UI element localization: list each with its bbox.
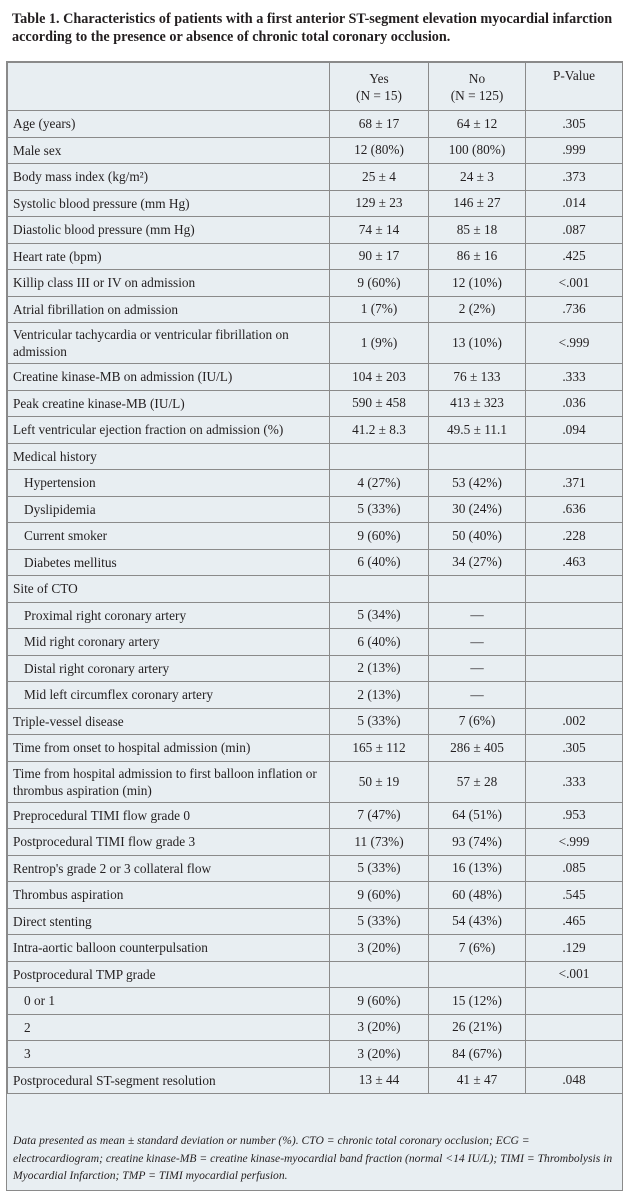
row-label: Time from hospital admission to first balloon inflation or thrombus aspiration (min) (8, 761, 330, 802)
cell-no: 7 (6%) (429, 708, 526, 735)
cell-no: 286 ± 405 (429, 735, 526, 762)
cell-yes: 1 (9%) (330, 323, 429, 364)
table-row (8, 988, 623, 1015)
cell-no: 85 ± 18 (429, 217, 526, 244)
table-row (8, 390, 623, 417)
cell-yes: 5 (34%) (330, 602, 429, 629)
cell-pvalue: .036 (526, 390, 623, 417)
cell-pvalue: .305 (526, 735, 623, 762)
cell-yes: 41.2 ± 8.3 (330, 417, 429, 444)
table-row (8, 908, 623, 935)
cell-no: 41 ± 47 (429, 1067, 526, 1094)
cell-no: 26 (21%) (429, 1014, 526, 1041)
cell-yes: 9 (60%) (330, 270, 429, 297)
cell-yes: 7 (47%) (330, 802, 429, 829)
row-label: Medical history (8, 443, 330, 470)
row-label: Proximal right coronary artery (8, 602, 330, 629)
cell-no: 413 ± 323 (429, 390, 526, 417)
header-row (8, 63, 623, 111)
cell-pvalue (526, 988, 623, 1015)
cell-yes: 9 (60%) (330, 882, 429, 909)
table-row (8, 443, 623, 470)
cell-yes: 1 (7%) (330, 296, 429, 323)
cell-yes: 5 (33%) (330, 708, 429, 735)
row-label: Age (years) (8, 111, 330, 138)
row-label: Mid right coronary artery (8, 629, 330, 656)
characteristics-table (7, 62, 623, 1094)
cell-no: 100 (80%) (429, 137, 526, 164)
cell-pvalue: .953 (526, 802, 623, 829)
table-row (8, 961, 623, 988)
row-label: Postprocedural TIMI flow grade 3 (8, 829, 330, 856)
row-label: Rentrop's grade 2 or 3 collateral flow (8, 855, 330, 882)
cell-no: 86 ± 16 (429, 243, 526, 270)
cell-pvalue: .373 (526, 164, 623, 191)
header-no (429, 63, 526, 111)
table-row (8, 576, 623, 603)
cell-no: — (429, 655, 526, 682)
cell-yes: 25 ± 4 (330, 164, 429, 191)
table-row (8, 829, 623, 856)
cell-pvalue: .305 (526, 111, 623, 138)
cell-no: 50 (40%) (429, 523, 526, 550)
cell-yes: 68 ± 17 (330, 111, 429, 138)
cell-no (429, 961, 526, 988)
row-label: Diabetes mellitus (8, 549, 330, 576)
cell-no: 2 (2%) (429, 296, 526, 323)
row-label: Left ventricular ejection fraction on admission (%) (8, 417, 330, 444)
cell-no (429, 443, 526, 470)
cell-no: 64 ± 12 (429, 111, 526, 138)
table-row (8, 882, 623, 909)
row-label: Creatine kinase-MB on admission (IU/L) (8, 364, 330, 391)
cell-pvalue: .014 (526, 190, 623, 217)
cell-yes: 9 (60%) (330, 988, 429, 1015)
cell-pvalue: .048 (526, 1067, 623, 1094)
table-row (8, 682, 623, 709)
header-pvalue-label: P-Value (552, 68, 596, 83)
cell-no (429, 576, 526, 603)
table-row (8, 243, 623, 270)
table-row (8, 270, 623, 297)
cell-no: 15 (12%) (429, 988, 526, 1015)
row-label: Current smoker (8, 523, 330, 550)
row-label: Postprocedural TMP grade (8, 961, 330, 988)
cell-pvalue: .463 (526, 549, 623, 576)
cell-yes: 11 (73%) (330, 829, 429, 856)
table-panel (6, 61, 623, 1191)
row-label: Hypertension (8, 470, 330, 497)
cell-yes: 9 (60%) (330, 523, 429, 550)
row-label: 0 or 1 (8, 988, 330, 1015)
header-yes-label: Yes (369, 70, 389, 86)
cell-yes: 6 (40%) (330, 629, 429, 656)
cell-yes: 90 ± 17 (330, 243, 429, 270)
cell-yes: 590 ± 458 (330, 390, 429, 417)
cell-no: 146 ± 27 (429, 190, 526, 217)
cell-no: 93 (74%) (429, 829, 526, 856)
table-row (8, 629, 623, 656)
table-caption: Table 1. Characteristics of patients with a first anterior ST-segment elevation myocardial infarction according to the presence or absence of chronic total coronary occlusion. (12, 11, 613, 45)
table-row (8, 602, 623, 629)
cell-pvalue (526, 682, 623, 709)
cell-pvalue: .085 (526, 855, 623, 882)
cell-no: 60 (48%) (429, 882, 526, 909)
cell-no: 7 (6%) (429, 935, 526, 962)
cell-pvalue (526, 443, 623, 470)
cell-yes: 4 (27%) (330, 470, 429, 497)
cell-yes: 129 ± 23 (330, 190, 429, 217)
cell-no: 12 (10%) (429, 270, 526, 297)
row-label: Distal right coronary artery (8, 655, 330, 682)
table-row (8, 217, 623, 244)
cell-pvalue: <.001 (526, 270, 623, 297)
table-body (8, 111, 623, 1094)
cell-pvalue: .736 (526, 296, 623, 323)
cell-yes: 5 (33%) (330, 855, 429, 882)
table-row (8, 364, 623, 391)
row-label: Peak creatine kinase-MB (IU/L) (8, 390, 330, 417)
cell-yes: 5 (33%) (330, 496, 429, 523)
cell-pvalue: .333 (526, 761, 623, 802)
row-label: Preprocedural TIMI flow grade 0 (8, 802, 330, 829)
header-no-n: (N = 125) (450, 87, 504, 103)
row-label: Postprocedural ST-segment resolution (8, 1067, 330, 1094)
header-pvalue (526, 63, 623, 111)
row-label: Ventricular tachycardia or ventricular fibrillation on admission (8, 323, 330, 364)
cell-pvalue (526, 1041, 623, 1068)
header-yes (330, 63, 429, 111)
table-row (8, 761, 623, 802)
cell-no: — (429, 682, 526, 709)
cell-no: 54 (43%) (429, 908, 526, 935)
table-row (8, 1041, 623, 1068)
cell-pvalue: .371 (526, 470, 623, 497)
table-row (8, 417, 623, 444)
cell-no: 53 (42%) (429, 470, 526, 497)
cell-pvalue: <.001 (526, 961, 623, 988)
cell-pvalue: .333 (526, 364, 623, 391)
cell-no: 49.5 ± 11.1 (429, 417, 526, 444)
header-yes-n: (N = 15) (356, 87, 402, 103)
cell-yes: 13 ± 44 (330, 1067, 429, 1094)
cell-yes (330, 576, 429, 603)
cell-pvalue: .636 (526, 496, 623, 523)
table-row (8, 111, 623, 138)
cell-yes: 3 (20%) (330, 935, 429, 962)
row-label: Dyslipidemia (8, 496, 330, 523)
cell-yes: 2 (13%) (330, 682, 429, 709)
table-row (8, 190, 623, 217)
row-label: Site of CTO (8, 576, 330, 603)
table-footnote: Data presented as mean ± standard deviation or number (%). CTO = chronic total coronary occlusion; ECG = electrocardiogram; creatine kinase-MB = creatine kinase-myocardial band fraction (normal <14 IU/L); TIMI = Thrombolysis in Myocardial Infarction; TMP = TIMI myocardial perfusion. (13, 1134, 613, 1182)
cell-yes: 74 ± 14 (330, 217, 429, 244)
cell-yes (330, 443, 429, 470)
row-label: Diastolic blood pressure (mm Hg) (8, 217, 330, 244)
table-row (8, 935, 623, 962)
table-row (8, 323, 623, 364)
cell-pvalue: .002 (526, 708, 623, 735)
cell-no: 76 ± 133 (429, 364, 526, 391)
cell-pvalue (526, 602, 623, 629)
cell-pvalue: .465 (526, 908, 623, 935)
cell-pvalue (526, 576, 623, 603)
cell-no: 57 ± 28 (429, 761, 526, 802)
cell-yes: 2 (13%) (330, 655, 429, 682)
row-label: Systolic blood pressure (mm Hg) (8, 190, 330, 217)
row-label: 2 (8, 1014, 330, 1041)
row-label: 3 (8, 1041, 330, 1068)
cell-pvalue: .228 (526, 523, 623, 550)
cell-pvalue: .425 (526, 243, 623, 270)
table-row (8, 470, 623, 497)
row-label: Killip class III or IV on admission (8, 270, 330, 297)
cell-no: 34 (27%) (429, 549, 526, 576)
cell-no: — (429, 629, 526, 656)
table-row (8, 1067, 623, 1094)
cell-no: 30 (24%) (429, 496, 526, 523)
cell-pvalue: .094 (526, 417, 623, 444)
cell-yes: 50 ± 19 (330, 761, 429, 802)
table-row (8, 855, 623, 882)
cell-pvalue: .999 (526, 137, 623, 164)
table-row (8, 549, 623, 576)
cell-pvalue: .129 (526, 935, 623, 962)
table-row (8, 164, 623, 191)
cell-no: 13 (10%) (429, 323, 526, 364)
table-row (8, 496, 623, 523)
row-label: Mid left circumflex coronary artery (8, 682, 330, 709)
cell-pvalue (526, 655, 623, 682)
cell-pvalue: <.999 (526, 323, 623, 364)
table-row (8, 296, 623, 323)
table-row (8, 735, 623, 762)
row-label: Atrial fibrillation on admission (8, 296, 330, 323)
row-label: Male sex (8, 137, 330, 164)
row-label: Triple-vessel disease (8, 708, 330, 735)
cell-pvalue: <.999 (526, 829, 623, 856)
cell-pvalue (526, 1014, 623, 1041)
cell-pvalue: .087 (526, 217, 623, 244)
cell-yes: 165 ± 112 (330, 735, 429, 762)
table-row (8, 655, 623, 682)
cell-yes: 5 (33%) (330, 908, 429, 935)
table-row (8, 708, 623, 735)
cell-pvalue: .545 (526, 882, 623, 909)
row-label: Time from onset to hospital admission (min) (8, 735, 330, 762)
cell-no: 24 ± 3 (429, 164, 526, 191)
cell-no: 16 (13%) (429, 855, 526, 882)
row-label: Body mass index (kg/m²) (8, 164, 330, 191)
cell-yes: 6 (40%) (330, 549, 429, 576)
cell-yes: 12 (80%) (330, 137, 429, 164)
cell-no: 64 (51%) (429, 802, 526, 829)
cell-no: 84 (67%) (429, 1041, 526, 1068)
table-row (8, 1014, 623, 1041)
row-label: Direct stenting (8, 908, 330, 935)
table-row (8, 802, 623, 829)
cell-pvalue (526, 629, 623, 656)
row-label: Heart rate (bpm) (8, 243, 330, 270)
cell-yes: 3 (20%) (330, 1041, 429, 1068)
cell-yes (330, 961, 429, 988)
cell-yes: 3 (20%) (330, 1014, 429, 1041)
header-characteristic (8, 63, 330, 111)
row-label: Intra-aortic balloon counterpulsation (8, 935, 330, 962)
cell-no: — (429, 602, 526, 629)
cell-yes: 104 ± 203 (330, 364, 429, 391)
table-row (8, 523, 623, 550)
table-row (8, 137, 623, 164)
header-no-label: No (468, 70, 486, 86)
row-label: Thrombus aspiration (8, 882, 330, 909)
